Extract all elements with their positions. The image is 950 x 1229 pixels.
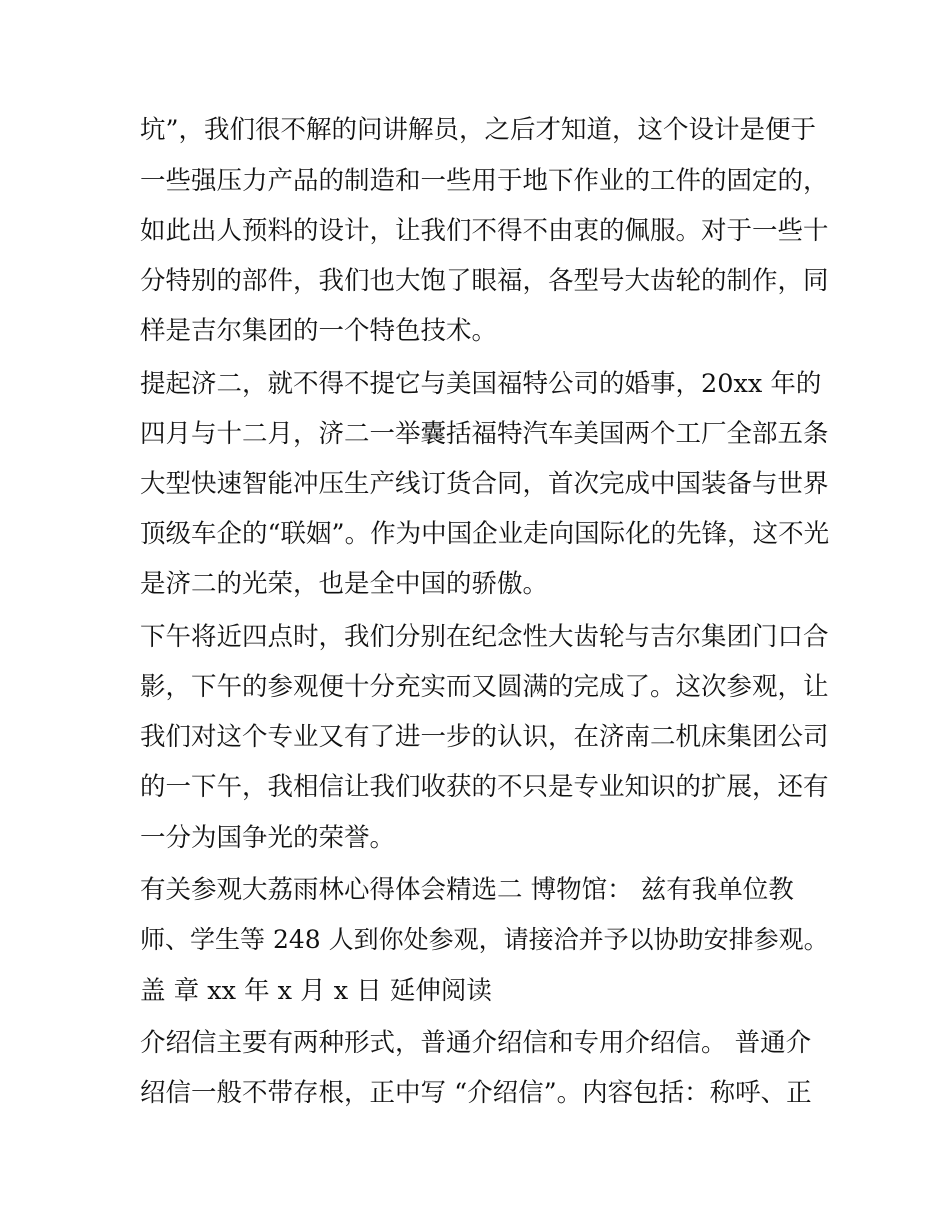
text-line: 有关参观大荔雨林心得体会精选二 博物馆： 兹有我单位教 <box>140 875 794 905</box>
text-line: 是济二的光荣，也是全中国的骄傲。 <box>140 569 549 599</box>
text-line: 影，下午的参观便十分充实而又圆满的完成了。这次参观，让 <box>140 672 829 702</box>
text-line: 一分为国争光的荣誉。 <box>140 823 396 853</box>
text-line: 如此出人预料的设计，让我们不得不由衷的佩服。对于一些十 <box>140 216 829 246</box>
text-line: 样是吉尔集团的一个特色技术。 <box>140 316 498 346</box>
text-line: 顶级车企的“联姻”。作为中国企业走向国际化的先锋，这不光 <box>140 519 830 549</box>
text-line: 大型快速智能冲压生产线订货合同，首次完成中国装备与世界 <box>140 469 829 499</box>
text-line: 坑”，我们很不解的问讲解员，之后才知道，这个设计是便于 <box>140 115 817 145</box>
text-line: 四月与十二月，济二一举囊括福特汽车美国两个工厂全部五条 <box>140 419 829 449</box>
text-line: 我们对这个专业又有了进一步的认识，在济南二机床集团公司 <box>140 722 829 752</box>
text-line: 的一下午，我相信让我们收获的不只是专业知识的扩展，还有 <box>140 772 829 802</box>
text-line: 师、学生等 248 人到你处参观，请接洽并予以协助安排参观。 <box>140 925 829 954</box>
text-line: 分特别的部件，我们也大饱了眼福，各型号大齿轮的制作，同 <box>140 266 829 296</box>
text-line: 提起济二，就不得不提它与美国福特公司的婚事，20xx 年的 <box>140 369 822 399</box>
text-line: 一些强压力产品的制造和一些用于地下作业的工件的固定的， <box>140 166 829 196</box>
text-line: 下午将近四点时，我们分别在纪念性大齿轮与吉尔集团门口合 <box>140 622 829 652</box>
text-line: 介绍信主要有两种形式，普通介绍信和专用介绍信。 普通介 <box>140 1028 812 1058</box>
text-line: 盖 章 xx 年 x 月 x 日 延伸阅读 <box>140 976 492 1006</box>
text-line: 绍信一般不带存根，正中写 “介绍信”。内容包括：称呼、正 <box>140 1078 812 1108</box>
